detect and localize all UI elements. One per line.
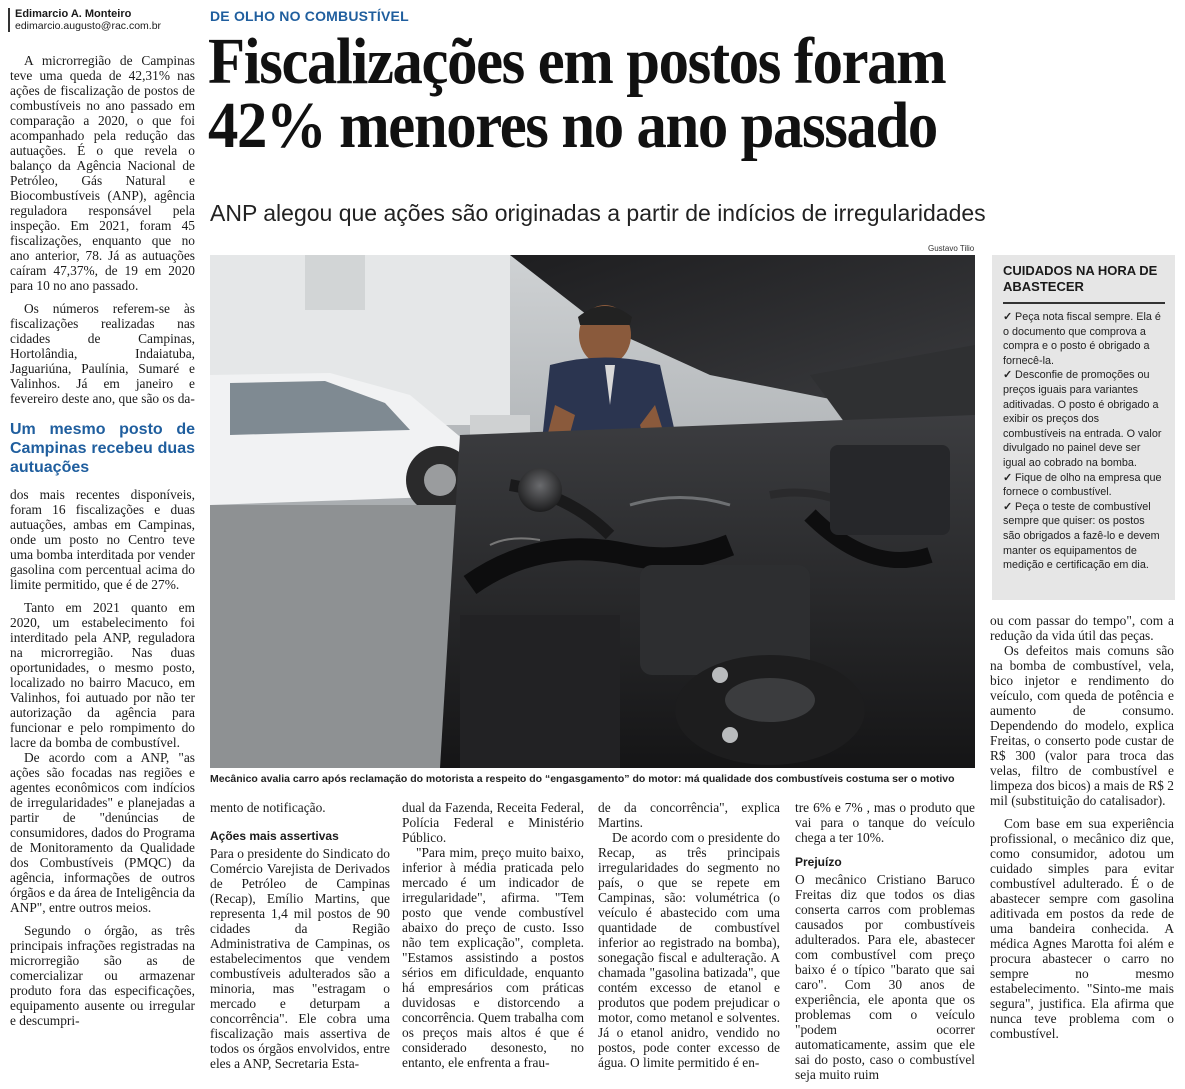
check-icon: ✓	[1003, 471, 1013, 484]
column-2	[210, 800, 390, 1071]
column-1	[10, 53, 195, 1028]
subhead: ANP alegou que ações são originadas a partir de indícios de irregularidades	[210, 200, 986, 226]
tips-sidebar	[992, 255, 1175, 600]
paragraph: Tanto em 2021 quanto em 2020, um estabelecimento foi interditado pela ANP, reguladora na microrregião. Nas duas oportunidades, o mesmo posto, localizado no bairro Macuco, em Valinhos, foi autuado por não ter autorização da agência para funcionar e pelo rompimento do lacre da bomba de combustível.	[10, 600, 195, 750]
photo-caption: Mecânico avalia carro após reclamação do motorista a respeito do “engasgamento” do motor: má qualidade dos combustíveis costuma ser o motivo	[210, 773, 955, 785]
inline-subtitle: Um mesmo posto de Campinas recebeu duas autuações	[10, 421, 195, 476]
paragraph: dual da Fazenda, Receita Federal, Polícia Federal e Ministério Público.	[402, 800, 584, 845]
author-block	[8, 8, 205, 32]
author-name: Edimarcio A. Monteiro	[15, 8, 132, 20]
check-icon: ✓	[1003, 500, 1013, 513]
paragraph: dos mais recentes disponíveis, foram 16 fiscalizações e duas autuações, ambas em Campinas, onde um posto no Centro teve uma bomba interditada por vender gasolina com percentual acima do limite permitido, que é de 27%.	[10, 487, 195, 592]
sidebar-item: ✓ Peça nota fiscal sempre. Ela é o documento que comprova a compra e o posto é obrigado a fornecê-la.	[1003, 311, 1161, 367]
sidebar-item: ✓ Desconfie de promoções ou preços iguais para variantes aditivadas. O posto é obrigado a exibir os preços dos combustíveis na entrada. O valor divulgado no painel deve ser igual ao cobrado na bomba.	[1003, 369, 1162, 469]
section-heading: Ações mais assertivas	[210, 829, 339, 843]
check-icon: ✓	[1003, 311, 1013, 323]
paragraph: Para o presidente do Sindicato do Comércio Varejista de Derivados de Petróleo de Campinas (Recap), Emílio Martins, que representa 1,4 mil postos de 90 cidades da Região Administrativa de Campinas, os estabelecimentos que vendem combustíveis adulterados são a minoria, mas "estragam o mercado e deturpam a concorrência". Ele cobra uma fiscalização mais assertiva de todos os órgãos envolvidos, entre eles a ANP, Secretaria Esta-	[210, 846, 390, 1071]
headline	[208, 25, 1174, 162]
headline-line-2: 42% menores no ano passado	[208, 89, 937, 162]
kicker: DE OLHO NO COMBUSTÍVEL	[210, 8, 409, 24]
column-5	[795, 800, 975, 1082]
sidebar-item: ✓ Fique de olho na empresa que fornece o combustível.	[1003, 471, 1162, 499]
column-6	[990, 613, 1174, 1041]
paragraph: mento de notificação.	[210, 800, 326, 815]
photo-credit: Gustavo Tilio	[928, 244, 975, 253]
check-icon: ✓	[1003, 369, 1013, 382]
sidebar-item: ✓ Peça o teste de combustível sempre que quiser: os postos são obrigados a fazê-lo e devem manter os equipamentos de medição e certificação em dia.	[1003, 500, 1160, 572]
paragraph: A microrregião de Campinas teve uma queda de 42,31% nas ações de fiscalização de postos de combustíveis no ano passado em comparação a 2020, o que foi acompanhado pela redução das autuações. É o que revela o balanço da Agência Nacional de Petróleo, Gás Natural e Biocombustíveis (ANP), agência reguladora responsável pela inspeção. Em 2021, foram 45 fiscalizações, enquanto que no ano anterior, 78. Já as autuações caíram 47,37%, de 19 em 2020 para 10 no ano passado.	[10, 53, 195, 293]
paragraph: De acordo com o presidente do Recap, as três principais irregularidades do segmento no país, o que se repete em Campinas, são: volumétrica (o veículo é abastecido com uma quantidade de combustível inferior ao registrado na bomba), sonegação fiscal e adulteração. A chamada "gasolina batizada", que contém excesso de etanol e produtos que podem prejudicar o motor, como metanol e solventes. Já o etanol anidro, vendido no postos, pode conter excesso de água. O limite permitido é en-	[598, 830, 780, 1070]
column-4	[598, 800, 780, 1070]
paragraph: O mecânico Cristiano Baruco Freitas diz que todos os dias conserta carros com problemas causados por combustíveis adulterados. Para ele, abastecer com combustível com preço baixo é o típico "barato que sai caro". Com 30 anos de experiência, ele aponta que os problemas com o veículo "podem ocorrer automaticamente, assim que ele sai do posto, caso o combustível seja muito ruim	[795, 872, 975, 1082]
author-email: edimarcio.augusto@rac.com.br	[15, 20, 162, 32]
paragraph: de da concorrência", explica Martins.	[598, 800, 780, 830]
sidebar-list	[1003, 310, 1165, 573]
sidebar-title: CUIDADOS NA HORA DE ABASTECER	[1003, 263, 1158, 294]
paragraph: De acordo com a ANP, "as ações são focadas nas regiões e agentes econômicos com indícios de irregularidades" e planejadas a partir de "denúncias de consumidores, dados do Programa de Monitoramento da Qualidade dos Combustíveis (PMQC) da agência, informações de outros órgãos e da área de Inteligência da ANP", entre outros meios.	[10, 750, 195, 915]
article-photo	[210, 255, 975, 768]
section-heading: Prejuízo	[795, 855, 842, 869]
paragraph: Os números referem-se às fiscalizações realizadas nas cidades de Campinas, Hortolândia, Indaiatuba, Jaguariúna, Paulínia, Sumaré e Valinhos. Já em janeiro e fevereiro deste ano, que são os da-	[10, 301, 195, 406]
paragraph: Os defeitos mais comuns são na bomba de combustível, vela, bico injetor e rendimento do veículo, com queda de potência e aumento de consumo. Dependendo do modelo, explica Freitas, o conserto pode custar de R$ 300 (valor para troca das velas, filtro de combustível e limpeza dos bicos) a mais de R$ 2 mil (substituição do catalisador).	[990, 643, 1174, 808]
paragraph: Com base em sua experiência profissional, o mecânico diz que, como consumidor, adotou um cuidado simples para evitar combustível adulterado. É o de abastecer sempre com gasolina aditivada em postos da rede de uma bandeira conhecida. A médica Agnes Marotta foi além e procura abastecer o carro no sempre no mesmo estabelecimento. "Sinto-me mais segura", justifica. Ela afirma que nunca teve problema com o combustível.	[990, 816, 1174, 1041]
headline-line-1: Fiscalizações em postos foram	[208, 25, 946, 98]
paragraph: "Para mim, preço muito baixo, inferior à média praticada pelo mercado é um indicador de irregularidade", afirma. "Tem posto que vende combustível abaixo do preço de custo. Isso não tem explicação", completa. "Estamos assistindo a postos sérios em dificuldade, enquanto há empresários com práticas duvidosas e distorcendo a concorrência. Quem trabalha com os preços mais altos é que é considerado desonesto, no entanto, ele enfrenta a frau-	[402, 845, 584, 1070]
paragraph: tre 6% e 7% , mas o produto que vai para o tanque do veículo chega a ter 10%.	[795, 800, 975, 845]
mechanic-engine-photo	[210, 255, 975, 768]
column-3	[402, 800, 584, 1070]
paragraph: ou com passar do tempo", com a redução da vida útil das peças.	[990, 613, 1174, 643]
paragraph: Segundo o órgão, as três principais infrações registradas na microrregião são as de comercializar ou armazenar produto fora das especificações, equipamento ausente ou irregular e descumpri-	[10, 923, 195, 1028]
